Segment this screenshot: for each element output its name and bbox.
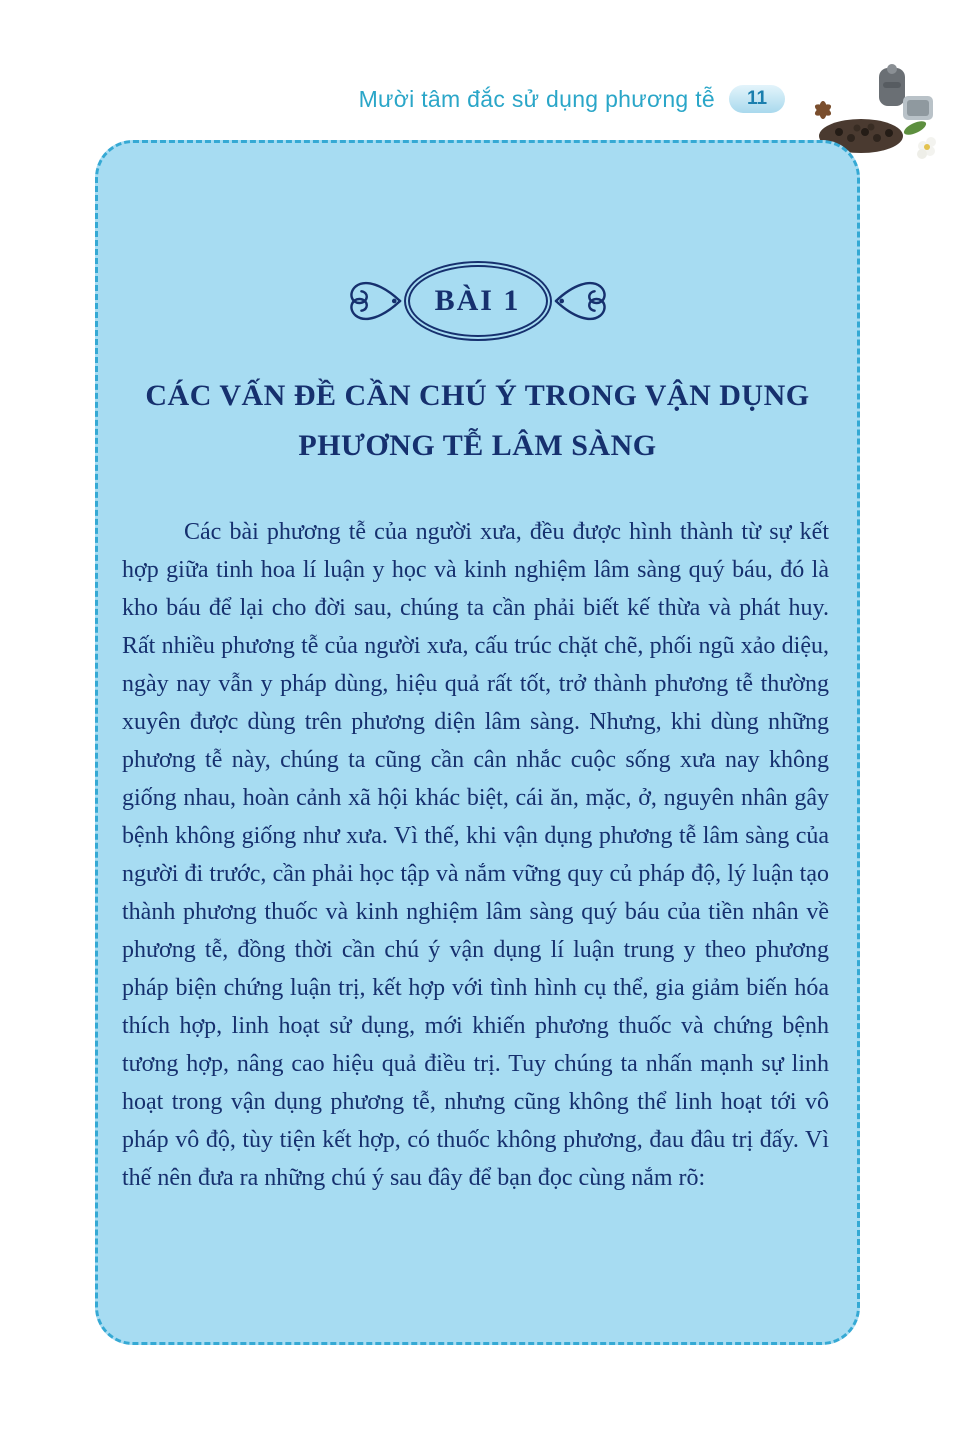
page-number-badge: 11 [729,85,785,113]
lesson-title [98,371,857,471]
lesson-body-paragraph: Các bài phương tễ của người xưa, đều được hình thành từ sự kết hợp giữa tinh hoa lí luận y học và kinh nghiệm lâm sàng quý báu, đó là kho báu để lại cho đời sau, chúng ta cần phải biết kế thừa và phát huy. Rất nhiều phương tễ của người xưa, cấu trúc chặt chẽ, phối ngũ xảo diệu, ngày nay vẫn y pháp dùng, hiệu quả rất tốt, trở thành phương tễ thường xuyên được dùng trên phương diện lâm sàng. Nhưng, khi dùng những phương tễ này, chúng ta cũng cần cân nhắc cuộc sống xưa nay không giống nhau, hoàn cảnh xã hội khác biệt, cái ăn, mặc, ở, nguyên nhân gây bệnh không giống như xưa. Vì thế, khi vận dụng phương tễ lâm sàng của người đi trước, cần phải học tập và nắm vững quy củ pháp độ, lý luận tạo thành phương thuốc và kinh nghiệm lâm sàng quý báu của tiền nhân về phương tễ, đồng thời cần chú ý vận dụng lí luận trung y theo phương pháp biện chứng luận trị, kết hợp với tình hình cụ thể, gia giảm biến hóa thích hợp, linh hoạt sử dụng, mới khiến phương thuốc và chứng bệnh tương hợp, nâng cao hiệu quả điều trị. Tuy chúng ta nhấn mạnh sự linh hoạt trong vận dụng phương tễ, nhưng cũng không thể linh hoạt tới vô pháp vô độ, tùy tiện kết hợp, có thuốc không phương, đau đâu trị đấy. Vì thế nên đưa ra những chú ý sau đây để bạn đọc cùng nắm rõ: [122,519,829,1191]
lesson-badge-label: BÀI 1 [434,284,521,317]
lesson-badge-ornament [344,261,612,341]
lesson-panel [95,140,860,1345]
lesson-title-line1: CÁC VẤN ĐỀ CẦN CHÚ Ý TRONG VẬN DỤNG [145,379,810,412]
ornament-flourish-left-icon [344,266,402,336]
lesson-title-line2: PHƯƠNG TỄ LÂM SÀNG [298,429,657,462]
running-head-title: Mười tâm đắc sử dụng phương tễ [358,85,715,112]
lesson-badge-frame [404,261,552,341]
ornament-flourish-right-icon [554,266,612,336]
